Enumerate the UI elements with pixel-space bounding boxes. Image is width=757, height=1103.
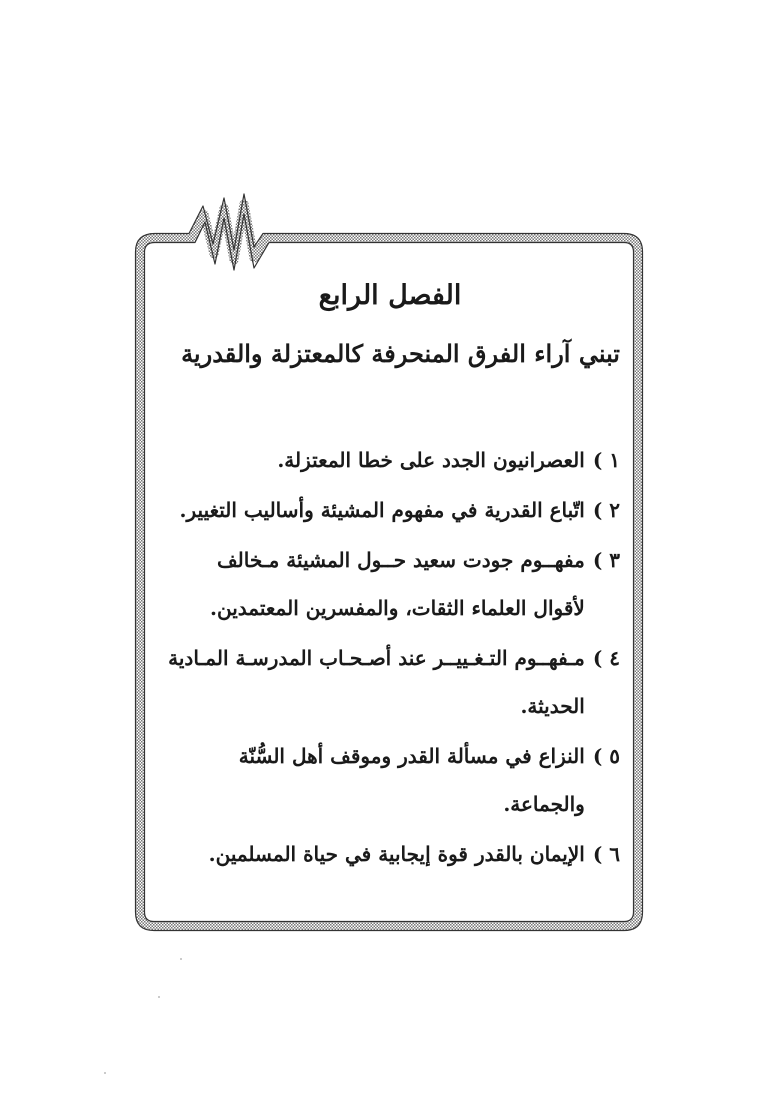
scan-speck [104,1072,106,1074]
item-text: اتّباع القدرية في مفهوم المشيئة وأساليب التغيير. [179,498,585,522]
item-text: النزاع في مسألة القدر وموقف أهل السُّنّة والجماعة. [238,744,585,816]
item-text: العصرانيون الجدد على خطا المعتزلة. [277,448,585,472]
list-item [160,732,620,828]
chapter-content [160,270,620,880]
item-number: ٥ ) [592,744,620,768]
list-item [160,634,620,730]
list-item [160,436,620,484]
chapter-subtitle: تبني آراء الفرق المنحرفة كالمعتزلة والقدرية [181,339,620,368]
item-number: ١ ) [592,448,620,472]
item-number: ٢ ) [592,498,620,522]
chapter-topics-list [160,436,620,878]
chapter-title: الفصل الرابع [318,280,462,311]
scan-speck [180,958,182,960]
list-item [160,830,620,878]
item-number: ٣ ) [592,548,620,572]
item-number: ٤ ) [592,646,620,670]
scan-speck [158,996,160,998]
item-text: مفهــوم جودت سعيد حــول المشيئة مـخالف لأقوال العلماء الثقات، والمفسرين المعتمدين. [210,548,585,620]
list-item [160,486,620,534]
item-text: مـفهــوم التـغـييــر عند أصـحـاب المدرسـة المـادية الحديثة. [168,646,585,718]
item-number: ٦ ) [592,842,620,866]
list-item [160,536,620,632]
item-text: الإيمان بالقدر قوة إيجابية في حياة المسلمين. [208,842,585,866]
